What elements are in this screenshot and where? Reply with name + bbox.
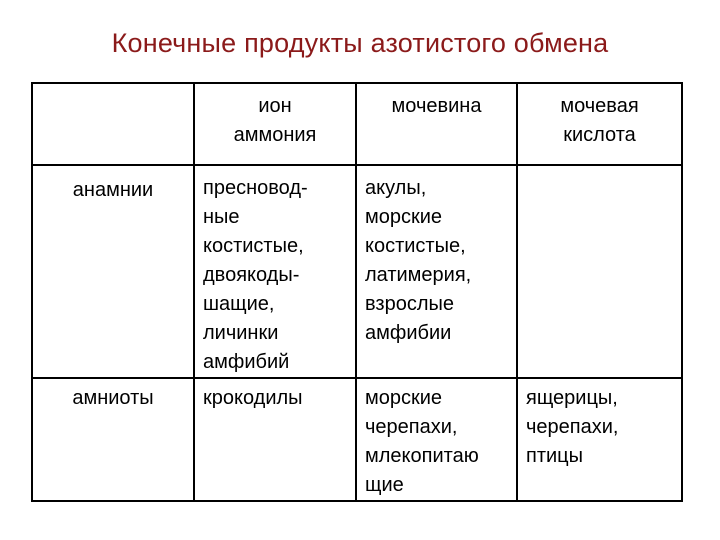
header-text-line: кислота — [563, 124, 636, 146]
header-urea — [356, 83, 517, 165]
cell-text-line: морские — [365, 387, 443, 409]
table-header-row — [32, 83, 682, 165]
cell-text-line: костистые, — [365, 235, 466, 257]
cell-anamnia-uric-acid — [517, 165, 682, 378]
row-label-text: амниоты — [72, 387, 154, 409]
cell-text-line: амфибий — [203, 351, 290, 373]
cell-text-line: шащие, — [203, 293, 275, 315]
cell-text-line: млекопитаю — [365, 445, 479, 467]
cell-amniota-ammonium — [194, 378, 356, 501]
table-row-amniota — [32, 378, 682, 501]
table-row-anamnia — [32, 165, 682, 378]
cell-text-line: черепахи, — [365, 416, 458, 438]
cell-text-line: личинки — [203, 322, 279, 344]
row-label-text: анамнии — [72, 179, 154, 201]
cell-text-line: птицы — [526, 445, 583, 467]
cell-text-line: двоякоды- — [203, 264, 300, 286]
cell-anamnia-urea — [356, 165, 517, 378]
cell-amniota-uric-acid — [517, 378, 682, 501]
header-text-line: мочевина — [391, 95, 482, 117]
cell-text-line: щие — [365, 474, 404, 496]
cell-text-line: латимерия, — [365, 264, 472, 286]
cell-text-line: ные — [203, 206, 240, 228]
slide-title: Конечные продукты азотистого обмена — [111, 28, 609, 58]
cell-amniota-urea — [356, 378, 517, 501]
header-text-line: ион — [258, 95, 292, 117]
header-uric-acid — [517, 83, 682, 165]
header-text-line: аммония — [233, 124, 317, 146]
cell-text-line: пресновод- — [203, 177, 308, 199]
table-corner-cell — [32, 83, 194, 165]
row-label-amniota — [32, 378, 194, 501]
nitrogen-products-table — [31, 82, 683, 502]
row-label-anamnia — [32, 165, 194, 378]
cell-text-line: акулы, — [365, 177, 427, 199]
cell-text-line: черепахи, — [526, 416, 619, 438]
header-text-line: мочевая — [560, 95, 639, 117]
cell-text-line: амфибии — [365, 322, 452, 344]
cell-text-line: ящерицы, — [526, 387, 618, 409]
cell-anamnia-ammonium — [194, 165, 356, 378]
cell-text-line: костистые, — [203, 235, 304, 257]
header-ammonium-ion — [194, 83, 356, 165]
cell-text-line: взрослые — [365, 293, 454, 315]
cell-text-line: морские — [365, 206, 443, 228]
cell-text-line: крокодилы — [203, 387, 303, 409]
